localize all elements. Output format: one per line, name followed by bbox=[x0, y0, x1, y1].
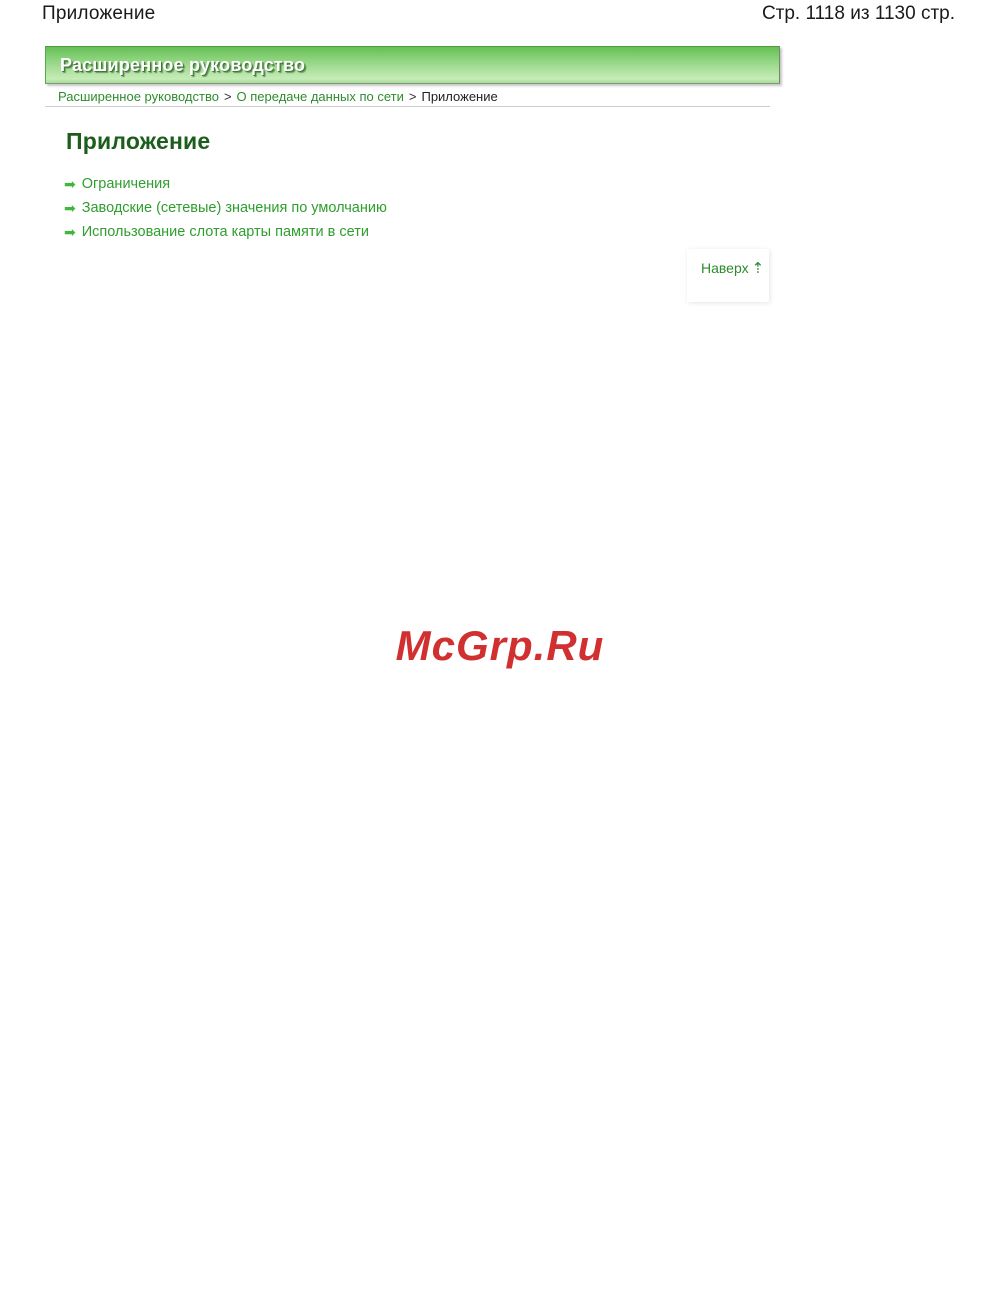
watermark-text: McGrp.Ru bbox=[395, 622, 605, 669]
guide-banner-title: Расширенное руководство bbox=[60, 54, 306, 75]
topic-link-factory-defaults[interactable]: Заводские (сетевые) значения по умолчанию bbox=[81, 200, 387, 216]
page-header bbox=[42, 3, 955, 25]
document-title: Приложение bbox=[42, 3, 156, 24]
breadcrumb-divider-line bbox=[45, 106, 770, 107]
up-arrow-icon: ⇡ bbox=[751, 260, 765, 277]
breadcrumb-separator: > bbox=[408, 89, 417, 104]
list-item bbox=[64, 172, 387, 196]
page-number-indicator: Стр. 1118 из 1130 стр. bbox=[761, 3, 955, 24]
page-title: Приложение bbox=[66, 128, 211, 154]
breadcrumb-link-advanced-guide[interactable]: Расширенное руководство bbox=[58, 89, 219, 104]
breadcrumb-link-network-communication[interactable]: О передаче данных по сети bbox=[236, 89, 404, 104]
right-arrow-icon: ➡ bbox=[64, 224, 76, 240]
right-arrow-icon: ➡ bbox=[64, 200, 76, 216]
topic-link-card-slot-network[interactable]: Использование слота карты памяти в сети bbox=[81, 224, 369, 240]
breadcrumb-current-page: Приложение bbox=[421, 89, 498, 104]
topic-link-restrictions[interactable]: Ограничения bbox=[81, 176, 171, 192]
topic-link-list bbox=[64, 172, 387, 244]
breadcrumb-separator: > bbox=[223, 89, 232, 104]
breadcrumb bbox=[58, 89, 498, 104]
back-to-top-link[interactable] bbox=[701, 259, 764, 277]
list-item bbox=[64, 220, 387, 244]
back-to-top-label: Наверх bbox=[701, 260, 749, 276]
right-arrow-icon: ➡ bbox=[64, 176, 76, 192]
guide-banner bbox=[45, 46, 780, 84]
list-item bbox=[64, 196, 387, 220]
